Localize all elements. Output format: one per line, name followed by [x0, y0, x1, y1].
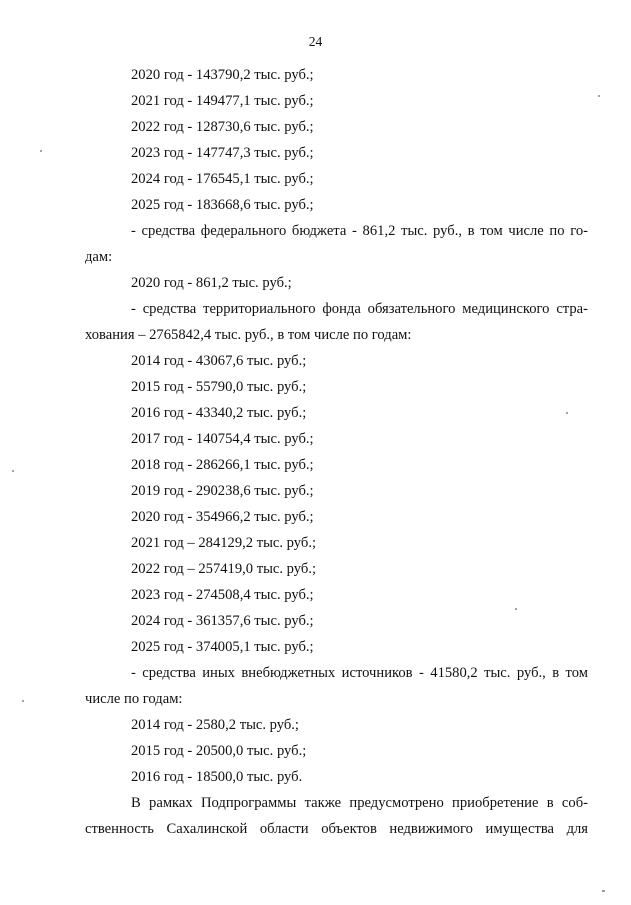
budget-line-2020: 2020 год - 143790,2 тыс. руб.; — [131, 67, 314, 83]
scan-speck — [602, 890, 605, 892]
scan-speck — [598, 95, 600, 97]
tfoms-line-2021: 2021 год – 284129,2 тыс. руб.; — [131, 535, 317, 551]
scan-speck — [566, 412, 568, 414]
federal-budget-continuation: дам: — [85, 249, 113, 265]
tfoms-line-2024: 2024 год - 361357,6 тыс. руб.; — [131, 613, 314, 629]
tfoms-line-2016: 2016 год - 43340,2 тыс. руб.; — [131, 405, 307, 421]
tfoms-paragraph: - средства территориального фонда обязательного медицинского стра- — [131, 301, 588, 317]
tfoms-line-2025: 2025 год - 374005,1 тыс. руб.; — [131, 639, 314, 655]
scan-speck — [40, 150, 42, 152]
page-number: 24 — [308, 34, 323, 49]
budget-line-2023: 2023 год - 147747,3 тыс. руб.; — [131, 145, 314, 161]
tfoms-line-2017: 2017 год - 140754,4 тыс. руб.; — [131, 431, 314, 447]
budget-line-2025: 2025 год - 183668,6 тыс. руб.; — [131, 197, 314, 213]
tfoms-line-2019: 2019 год - 290238,6 тыс. руб.; — [131, 483, 314, 499]
tfoms-line-2015: 2015 год - 55790,0 тыс. руб.; — [131, 379, 307, 395]
scan-speck — [12, 470, 14, 472]
tfoms-line-2018: 2018 год - 286266,1 тыс. руб.; — [131, 457, 314, 473]
subprogram-paragraph: В рамках Подпрограммы также предусмотрено приобретение в соб- — [131, 795, 588, 811]
budget-line-2022: 2022 год - 128730,6 тыс. руб.; — [131, 119, 314, 135]
tfoms-line-2014: 2014 год - 43067,6 тыс. руб.; — [131, 353, 307, 369]
extrabudgetary-paragraph: - средства иных внебюджетных источников - 41580,2 тыс. руб., в том — [131, 665, 588, 681]
extrabudgetary-continuation: числе по годам: — [85, 691, 183, 707]
extrabudgetary-line-2015: 2015 год - 20500,0 тыс. руб.; — [131, 743, 307, 759]
federal-budget-paragraph: - средства федерального бюджета - 861,2 тыс. руб., в том числе по го- — [131, 223, 588, 239]
tfoms-line-2022: 2022 год – 257419,0 тыс. руб.; — [131, 561, 317, 577]
scan-speck — [22, 700, 24, 702]
extrabudgetary-line-2014: 2014 год - 2580,2 тыс. руб.; — [131, 717, 299, 733]
budget-line-2021: 2021 год - 149477,1 тыс. руб.; — [131, 93, 314, 109]
federal-line-2020: 2020 год - 861,2 тыс. руб.; — [131, 275, 292, 291]
tfoms-line-2020: 2020 год - 354966,2 тыс. руб.; — [131, 509, 314, 525]
tfoms-continuation: хования – 2765842,4 тыс. руб., в том числе по годам: — [85, 327, 412, 343]
tfoms-line-2023: 2023 год - 274508,4 тыс. руб.; — [131, 587, 314, 603]
extrabudgetary-line-2016: 2016 год - 18500,0 тыс. руб. — [131, 769, 303, 785]
scan-speck — [515, 608, 517, 610]
budget-line-2024: 2024 год - 176545,1 тыс. руб.; — [131, 171, 314, 187]
subprogram-continuation: ственность Сахалинской области объектов недвижимого имущества для — [85, 821, 588, 837]
